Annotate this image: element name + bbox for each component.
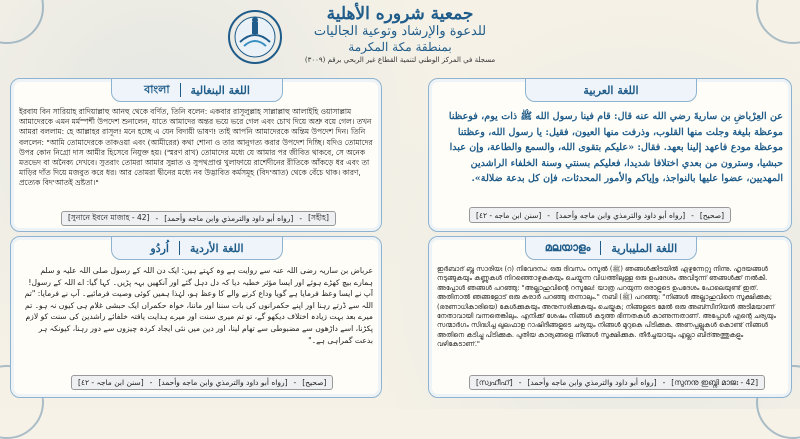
panel-bengali <box>10 78 382 232</box>
title-divider <box>600 241 601 255</box>
divider: - <box>155 214 159 223</box>
panel-title-arabic-label: اللغة المليبارية <box>611 241 678 255</box>
source-label: [رواه أبو داود والترمذي وابن ماجه وأحمد] <box>164 214 294 223</box>
divider: - <box>518 378 522 387</box>
panel-malayalam <box>428 236 792 398</box>
hadith-text-malayalam: ഇർബാദ് ബ്നു സാരിയഃ (റ) നിവേദനം: ഒരു ദിവസം റസൂൽ (ﷺ) ഞങ്ങൾക്കിടയിൽ എഴുന്നേറ്റു നിന്നു. ഹൃദയങ്ങൾ നടുങ്ങുകയും കണ്ണുകൾ നിറഞ്ഞൊഴുകുകയും ചെയ്യുന്ന വിധത്തിലുള്ള ഒരു ഉപദേശം അവിടുന്ന് ഞങ്ങൾക്ക് നൽകി. അപ്പോൾ ഞങ്ങൾ പറഞ്ഞു: "അല്ലാഹുവിന്റെ റസൂലേ! യാത്ര പറയുന്ന ഒരാളുടെ ഉപദേശം പോലെയുണ്ട് ഇത്. അതിനാൽ ഞങ്ങളോട് ഒരു കരാർ പറഞ്ഞു തന്നാലും." നബി (ﷺ) പറഞ്ഞു: "നിങ്ങൾ അല്ലാഹുവിനെ സൂക്ഷിക്കുക; (ഭരണാധികാരിയെ) കേൾക്കുകയും അനുസരിക്കുകയും ചെയ്യുക; നിങ്ങളുടെ മേൽ ഒരു അബ്സീനിയൻ അടിമയാണ് നേതാവായി വന്നതെങ്കിലും. എനിക്ക് ശേഷം നിങ്ങൾ കടുത്ത ഭിന്നതകൾ കാണുന്നതാണ്. അപ്പോൾ എന്റെ ചര്യയും സന്മാർഗം സിദ്ധിച്ച ഖുലഫാഉ റാഷിദീങ്ങളുടെ ചര്യയും നിങ്ങൾ മുറുകെ പിടിക്കുക. അണപ്പല്ലുകൾ കൊണ്ട് നിങ്ങൾ അതിനെ കടിച്ചു പിടിക്കുക. പുതിയ കാര്യങ്ങളെ നിങ്ങൾ സൂക്ഷിക്കുക. തീർച്ചയായും എല്ലാ ബിദ്അത്തുകളും വഴികേടാണ്." <box>437 265 777 349</box>
grade-label: [സ്വഹീഹ്] <box>476 377 513 387</box>
divider: - <box>691 210 694 220</box>
panel-title-label: اللغة العربية <box>583 83 639 97</box>
hadith-text-bengali: ইরবায বিন সারিয়াহ রাদিয়াল্লাহু আনহু থেকে বর্ণিত, তিনি বলেন: একবার রাসূলুল্লাহ সাল্লাল্লাহু আলাইহি ওয়াসাল্লাম আমাদেরকে এমন মর্মস্পর্শী উপদেশ শুনালেন, যাতে আমাদের অন্তর ভয়ে ভরে গেল এবং চোখ দিয়ে অশ্রু বয়ে গেল। তখন আমরা বললাম: হে আল্লাহর রাসূল! মনে হচ্ছে এ যেন বিদায়ী ভাষণ! তাই আপনি আমাদেরকে অন্তিম উপদেশ দিন। তিনি বললেন: "আমি তোমাদেরকে তাকওয়া এবং (আমীরের) কথা শোনা ও তার আনুগত্য করার উপদেশ দিচ্ছি। যদিও তোমাদের উপর কোন নিগ্রো দাস আমীর হিসেবে নিযুক্ত হয়। (স্মরণ রাখ) তোমাদের মধ্যে যে আমার পর জীবিত থাকবে, সে অনেক মতভেদ বা অনৈক্য দেখবে। সুতরাং তোমরা আমার সুন্নাত ও সুপথপ্রাপ্ত খুলাফায়ে রাশেদীনের রীতিকে আঁকড়ে ধর এবং তা মাড়ির দাঁত দিয়ে মজবুত করে ধর। আর তোমরা দ্বীনের মধ্যে নব উদ্ভাবিত কর্মসমূহ (বিদ'আত) থেকে বেঁচে থাক। কারণ, প্রত্যেক বিদ'আতই ভ্রষ্টতা।" <box>19 107 373 188</box>
panel-title-malayalam <box>525 236 697 260</box>
reference-box-malayalam <box>469 375 765 390</box>
divider: - <box>149 378 153 387</box>
grade-label: [صحیح] <box>302 378 327 387</box>
organization-title: جمعية شروره الأهلية <box>326 4 474 24</box>
divider: - <box>662 378 666 387</box>
source-label: [رواه أبو داود والترمذي وابن ماجه وأحمد] <box>555 210 686 220</box>
panel-title-urdu <box>111 236 283 260</box>
ref-label: [سنن ابن ماجه - ٤٢] <box>476 210 542 220</box>
divider: - <box>293 378 297 387</box>
panel-title-arabic-label: اللغة الأردية <box>190 241 244 255</box>
title-divider <box>179 241 180 255</box>
panel-title-bengali <box>111 78 283 102</box>
reference-box-arabic <box>469 207 731 223</box>
organization-registration: مسجلة في المركز الوطني لتنمية القطاع غير الربحي برقم (٣٠٠٩) <box>304 56 496 64</box>
panel-title-native: മലയാളം <box>544 241 591 254</box>
hadith-text-arabic: عن العِرْباضِ بن ساريةَ رضي الله عنه قال: قام فينا رسول الله ﷺ ذات يوم، فوعظنا موعظة بليغة وجلت منها القلوب، وذرفت منها العيون، فقيل: يا رسول الله، وعظتنا موعظة مودع فاعهد إلينا بعهد. فقال: «عليكم بتقوى الله، والسمع والطاعة، وإن عبدا حبشيا، وسترون من بعدي اختلافا شديدا، فعليكم بسنتي وسنة الخلفاء الراشدين المهديين، عضوا عليها بالنواجذ، وإياكم والأمور المحدثات، فإن كل بدعة ضلالة». <box>448 111 783 184</box>
header <box>250 2 550 82</box>
panel-title-native: বাংলা <box>144 82 170 96</box>
reference-box-bengali <box>61 211 336 226</box>
panel-arabic <box>428 78 792 232</box>
ref-label: [സുനനു ഇബ്നി മാജഃ - 42] <box>671 377 759 387</box>
organization-subtitle: للدعوة والإرشاد وتوعية الجاليات <box>313 24 487 39</box>
panel-title-arabic-label: اللغة البنغالية <box>190 83 250 97</box>
organization-region: بمنطقة مكة المكرمة <box>348 40 452 54</box>
ref-label: [سنن ابن ماجہ - ٤٢] <box>78 378 144 387</box>
divider: - <box>299 214 303 223</box>
source-label: [رواه أبو داود والترمذي وابن ماجه وأحمد] <box>527 378 657 387</box>
source-label: [رواه أبو داود والترمذي وابن ماجه وأحمد] <box>158 378 288 387</box>
reference-box-urdu <box>71 375 333 390</box>
divider: - <box>547 210 550 220</box>
title-divider <box>180 83 181 97</box>
panel-title-arabic <box>525 78 697 102</box>
grade-label: [সহীহ] <box>308 212 329 222</box>
ref-label: [সুনানে ইবনে মাজাহ - 42] <box>68 212 150 222</box>
grade-label: [صحيح] <box>699 210 725 220</box>
panel-urdu <box>10 236 382 398</box>
panel-title-native: اُردُو <box>150 241 169 255</box>
hadith-text-urdu: عرباض بن ساریہ رضی اللہ عنہ سے روایت ہے وہ کہتے ہیں: ایک دن اللہ کے رسول صلی اللہ علیہ و سلم ہمارے بیچ کھڑے ہوئے اور ایسا مؤثر خطبہ دیا کہ دل دہل گئے اور آنکھیں بہہ پڑیں۔ کہا گیا: اے اللہ کے رسول! آپ نے ایسا وعظ فرمایا ہے گویا وداع کرنے والے کا وعظ ہو، لہٰذا ہمیں کوئی وصیت فرمائیے۔ آپ نے فرمایا: "تم اللہ سے ڈرتے رہنا اور اپنے حکمرانوں کی بات سننا اور ماننا، خواہ حکمراں ایک حبشی غلام ہی کیوں نہ ہو۔ تم میرے بعد بہت زیادہ اختلاف دیکھو گے، تو تم میری سنت اور میرے ہدایت یافتہ خلفائے راشدین کی سنت کو لازم پکڑنا، اسے داڑھوں سے مضبوطی سے تھام لینا، اور دین میں نئی ایجاد کردہ چیزوں سے دور رہنا، کیونکہ ہر بدعت گمراہی ہے۔" <box>24 266 373 345</box>
